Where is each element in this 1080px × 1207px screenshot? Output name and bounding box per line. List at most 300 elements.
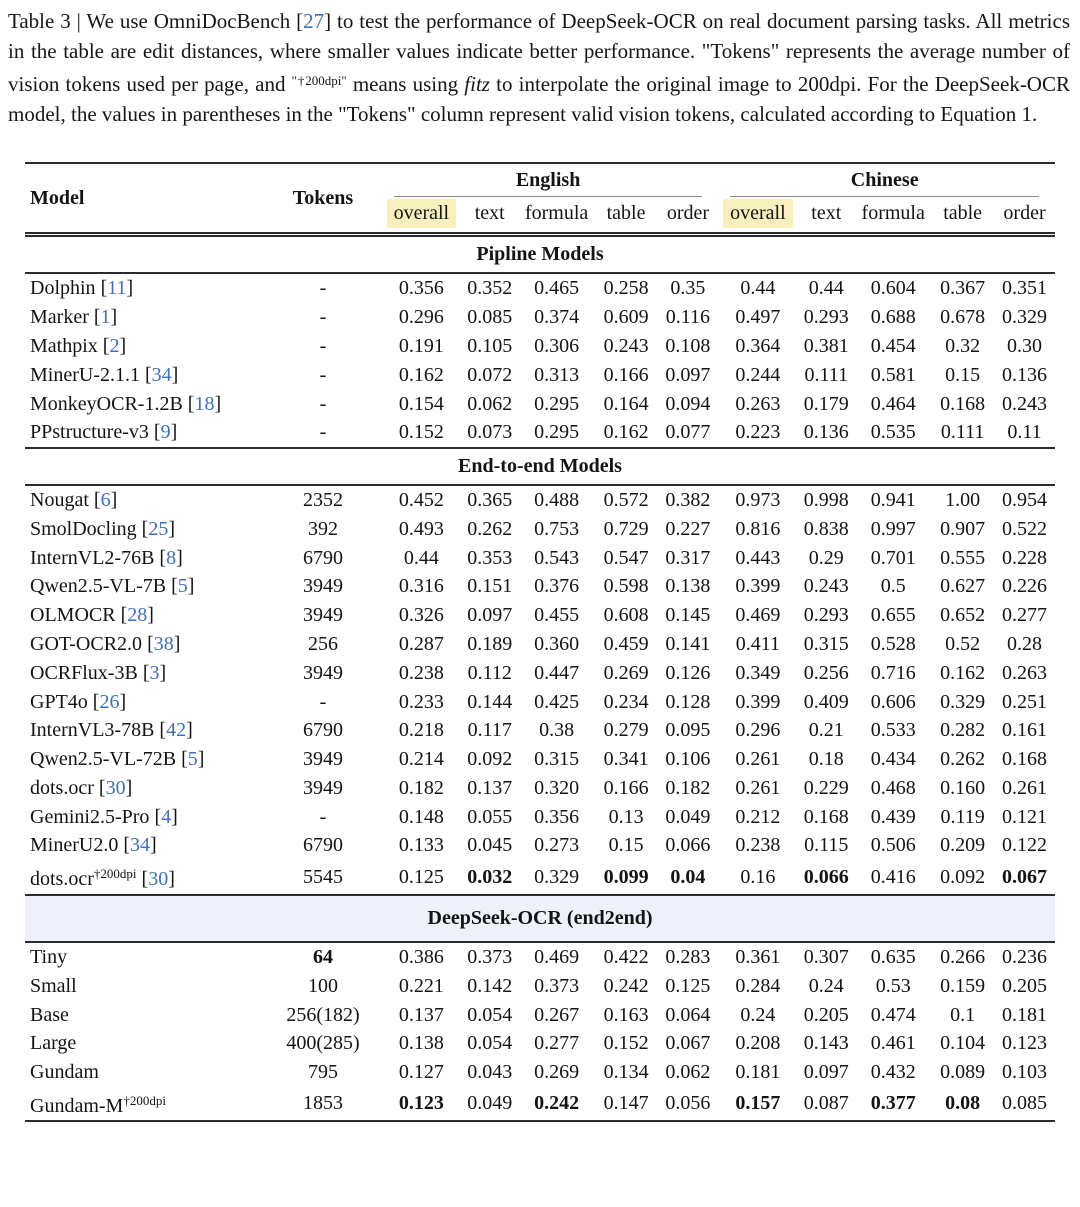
model-name: dots.ocr bbox=[30, 776, 94, 799]
cell-value: 0.125 bbox=[665, 974, 711, 997]
model-name: Qwen2.5-VL-72B bbox=[30, 748, 177, 771]
citation-link[interactable]: 5 bbox=[177, 575, 188, 598]
results-table-container bbox=[25, 162, 1055, 1122]
cell-value: 0.115 bbox=[804, 834, 849, 857]
cell-value: 0.455 bbox=[534, 604, 580, 627]
cell-value: 0.142 bbox=[467, 974, 513, 997]
cell-value: 0.528 bbox=[870, 632, 916, 655]
column-header-formula: formula bbox=[855, 197, 931, 235]
column-header-text: text bbox=[461, 197, 519, 235]
citation-link[interactable]: 26 bbox=[99, 690, 120, 713]
cell-value: 0.073 bbox=[467, 421, 513, 444]
cell-tokens: 795 bbox=[308, 1061, 338, 1084]
cell-value: 0.062 bbox=[467, 392, 513, 415]
results-table bbox=[25, 162, 1055, 1122]
cell-value: 0.282 bbox=[940, 719, 986, 742]
cell-value: 0.465 bbox=[534, 277, 580, 300]
cell-model bbox=[25, 1058, 264, 1087]
cell-value: 0.461 bbox=[870, 1032, 916, 1055]
cell-value: 0.04 bbox=[670, 865, 706, 888]
cell-value: 0.329 bbox=[534, 865, 580, 888]
cell-value: 0.296 bbox=[398, 306, 444, 329]
group-label: Chinese bbox=[730, 169, 1039, 197]
caption-text: to interpolate the original image to 200dpi. For the DeepSeek-OCR model, the values in parentheses in the "Tokens" column represent valid vision tokens, calculated according to Equation 1. bbox=[8, 72, 1070, 126]
cell-value: 0.134 bbox=[603, 1061, 649, 1084]
table-header bbox=[25, 163, 1055, 235]
cell-value: 0.474 bbox=[870, 1003, 916, 1026]
cell-tokens: - bbox=[319, 421, 327, 444]
cell-value: 0.533 bbox=[870, 719, 916, 742]
cell-value: 0.147 bbox=[603, 1092, 649, 1115]
cell-value: 0.454 bbox=[870, 334, 916, 357]
cell-value: 0.581 bbox=[870, 363, 916, 386]
cell-model: dots.ocr [30] bbox=[30, 776, 133, 799]
section-header-row bbox=[25, 895, 1055, 942]
cell-model: dots.ocr$^{\dagger 200dpi}$ [30] bbox=[30, 866, 175, 891]
cell-value: 0.373 bbox=[467, 946, 513, 969]
cell-tokens: 5545 bbox=[303, 865, 343, 888]
cell-value: 0.103 bbox=[1002, 1061, 1048, 1084]
citation-link[interactable]: 6 bbox=[100, 489, 111, 512]
model-name: GPT4o bbox=[30, 690, 88, 713]
cell-value: 0.356 bbox=[534, 805, 580, 828]
cell-value: 0.295 bbox=[534, 421, 580, 444]
cell-value: 0.064 bbox=[665, 1003, 711, 1026]
cell-value: 0.122 bbox=[1002, 834, 1048, 857]
cell-value: 0.356 bbox=[398, 277, 444, 300]
cell-value: 0.374 bbox=[534, 306, 580, 329]
cell-value: 0.108 bbox=[665, 334, 711, 357]
model-name: Mathpix bbox=[30, 334, 98, 357]
cell-value: 0.218 bbox=[398, 719, 444, 742]
cell-value: 0.043 bbox=[467, 1061, 513, 1084]
cell-value: 0.44 bbox=[808, 277, 844, 300]
cell-value: 0.411 bbox=[735, 632, 781, 655]
cell-model: MinerU2.0 [34] bbox=[30, 834, 157, 857]
cell-model bbox=[25, 971, 264, 1000]
cell-value: 0.269 bbox=[534, 1061, 580, 1084]
table-row bbox=[25, 831, 1055, 860]
cell-value: 0.116 bbox=[665, 306, 711, 329]
cell-value: 0.157 bbox=[735, 1092, 781, 1115]
section-title: Pipline Models bbox=[25, 235, 1055, 274]
cell-value: 0.191 bbox=[398, 334, 444, 357]
cell-value: 0.049 bbox=[467, 1092, 513, 1115]
cell-value: 0.422 bbox=[603, 946, 649, 969]
cell-value: 0.262 bbox=[940, 748, 986, 771]
cell-value: 0.243 bbox=[603, 334, 649, 357]
cell-value: 0.182 bbox=[665, 776, 711, 799]
model-name: Small bbox=[30, 974, 77, 997]
cell-value: 0.106 bbox=[665, 748, 711, 771]
model-name: Base bbox=[30, 1003, 69, 1026]
cell-tokens: 3949 bbox=[303, 575, 343, 598]
table-row bbox=[25, 658, 1055, 687]
group-label: English bbox=[394, 169, 703, 197]
cell-value: 0.315 bbox=[534, 748, 580, 771]
cell-value: 0.104 bbox=[940, 1032, 986, 1055]
citation-link[interactable]: 27 bbox=[303, 9, 325, 33]
cell-value: 0.152 bbox=[603, 1032, 649, 1055]
model-name: Large bbox=[30, 1032, 77, 1055]
cell-value: 0.608 bbox=[603, 604, 649, 627]
cell-value: 0.341 bbox=[603, 748, 649, 771]
cell-value: 0.055 bbox=[467, 805, 513, 828]
citation-link[interactable]: 1 bbox=[100, 306, 111, 329]
cell-model: Nougat [6] bbox=[30, 489, 118, 512]
cell-value: 0.214 bbox=[398, 748, 444, 771]
citation-link[interactable]: 2 bbox=[109, 334, 120, 357]
cell-value: 0.816 bbox=[735, 517, 781, 540]
cell-value: 0.226 bbox=[1002, 575, 1048, 598]
cell-value: 0.15 bbox=[945, 363, 981, 386]
cell-value: 0.320 bbox=[534, 776, 580, 799]
cell-tokens: 256(182) bbox=[286, 1003, 360, 1026]
section-title: End-to-end Models bbox=[25, 448, 1055, 485]
cell-value: 0.105 bbox=[467, 334, 513, 357]
cell-value: 0.263 bbox=[735, 392, 781, 415]
citation-link[interactable]: 18 bbox=[194, 392, 215, 415]
citation-link[interactable]: 42 bbox=[166, 719, 187, 742]
cell-value: 0.097 bbox=[803, 1061, 849, 1084]
cell-value: 0.838 bbox=[803, 517, 849, 540]
cell-value: 0.635 bbox=[870, 946, 916, 969]
citation-link[interactable]: 5 bbox=[187, 748, 198, 771]
cell-value: 0.547 bbox=[603, 546, 649, 569]
cell-value: 0.182 bbox=[398, 776, 444, 799]
table-row bbox=[25, 774, 1055, 803]
cell-model: InternVL3-78B [42] bbox=[30, 719, 193, 742]
cell-tokens: 3949 bbox=[303, 776, 343, 799]
cell-value: 0.095 bbox=[665, 719, 711, 742]
column-header-tokens: Tokens bbox=[264, 163, 382, 235]
table-caption bbox=[8, 7, 1070, 129]
cell-value: 0.179 bbox=[803, 392, 849, 415]
cell-value: 0.269 bbox=[603, 661, 649, 684]
cell-tokens: - bbox=[319, 334, 327, 357]
cell-value: 0.159 bbox=[940, 974, 986, 997]
cell-tokens: 2352 bbox=[303, 489, 343, 512]
cell-value: 0.716 bbox=[870, 661, 916, 684]
cell-value: 0.277 bbox=[1002, 604, 1048, 627]
cell-value: 0.263 bbox=[1002, 661, 1048, 684]
model-name: InternVL3-78B bbox=[30, 719, 155, 742]
cell-value: 0.054 bbox=[467, 1003, 513, 1026]
cell-value: 0.329 bbox=[940, 690, 986, 713]
cell-value: 0.261 bbox=[735, 748, 781, 771]
cell-value: 0.164 bbox=[603, 392, 649, 415]
cell-value: 0.162 bbox=[940, 661, 986, 684]
cell-value: 0.208 bbox=[735, 1032, 781, 1055]
cell-value: 0.266 bbox=[940, 946, 986, 969]
cell-value: 0.137 bbox=[398, 1003, 444, 1026]
cell-value: 0.168 bbox=[803, 805, 849, 828]
cell-model: Gemini2.5-Pro [4] bbox=[30, 805, 178, 828]
table-row bbox=[25, 942, 1055, 972]
cell-value: 0.243 bbox=[803, 575, 849, 598]
cell-value: 0.08 bbox=[945, 1092, 981, 1115]
cell-model: OLMOCR [28] bbox=[30, 604, 154, 627]
table-row bbox=[25, 273, 1055, 303]
cell-value: 0.44 bbox=[403, 546, 439, 569]
citation-link[interactable]: 8 bbox=[166, 546, 177, 569]
cell-value: 0.283 bbox=[665, 946, 711, 969]
cell-value: 0.125 bbox=[398, 865, 444, 888]
cell-value: 0.111 bbox=[940, 421, 985, 444]
model-name: MonkeyOCR-1.2B bbox=[30, 392, 183, 415]
cell-tokens: 400(285) bbox=[286, 1032, 360, 1055]
cell-value: 0.352 bbox=[467, 277, 513, 300]
column-header-order: order bbox=[994, 197, 1055, 235]
cell-value: 1.00 bbox=[945, 489, 981, 512]
cell-value: 0.535 bbox=[870, 421, 916, 444]
table-row bbox=[25, 543, 1055, 572]
table-row bbox=[25, 303, 1055, 332]
model-name: OCRFlux-3B bbox=[30, 661, 138, 684]
cell-value: 0.045 bbox=[467, 834, 513, 857]
model-name: Marker bbox=[30, 306, 89, 329]
cell-value: 0.30 bbox=[1007, 334, 1043, 357]
cell-value: 0.267 bbox=[534, 1003, 580, 1026]
cell-value: 0.38 bbox=[539, 719, 575, 742]
cell-value: 0.056 bbox=[665, 1092, 711, 1115]
cell-value: 0.273 bbox=[534, 834, 580, 857]
cell-value: 0.18 bbox=[808, 748, 844, 771]
cell-value: 0.085 bbox=[1002, 1092, 1048, 1115]
cell-value: 0.097 bbox=[665, 363, 711, 386]
cell-model: GPT4o [26] bbox=[30, 690, 127, 713]
section-header-row bbox=[25, 235, 1055, 274]
cell-value: 0.085 bbox=[467, 306, 513, 329]
cell-value: 0.233 bbox=[398, 690, 444, 713]
cell-value: 0.049 bbox=[665, 805, 711, 828]
cell-value: 0.234 bbox=[603, 690, 649, 713]
cell-value: 0.126 bbox=[665, 661, 711, 684]
cell-value: 0.136 bbox=[803, 421, 849, 444]
cell-value: 0.606 bbox=[870, 690, 916, 713]
table-row bbox=[25, 1058, 1055, 1087]
cell-value: 0.447 bbox=[534, 661, 580, 684]
cell-model: SmolDocling [25] bbox=[30, 517, 176, 540]
cell-value: 0.425 bbox=[534, 690, 580, 713]
model-name: Tiny bbox=[30, 946, 68, 969]
cell-model: PPstructure-v3 [9] bbox=[30, 421, 178, 444]
citation-link[interactable]: 30 bbox=[148, 868, 169, 891]
cell-value: 0.242 bbox=[534, 1092, 580, 1115]
cell-value: 0.168 bbox=[940, 392, 986, 415]
model-name: Gundam bbox=[30, 1061, 99, 1084]
cell-value: 0.296 bbox=[735, 719, 781, 742]
cell-value: 0.11 bbox=[1007, 421, 1042, 444]
cell-value: 0.598 bbox=[603, 575, 649, 598]
cell-value: 0.162 bbox=[398, 363, 444, 386]
cell-value: 0.729 bbox=[603, 517, 649, 540]
model-name: OLMOCR bbox=[30, 604, 116, 627]
cell-value: 0.555 bbox=[940, 546, 986, 569]
cell-value: 0.258 bbox=[603, 277, 649, 300]
cell-value: 0.16 bbox=[740, 865, 776, 888]
cell-value: 0.127 bbox=[398, 1061, 444, 1084]
cell-value: 0.117 bbox=[467, 719, 512, 742]
cell-value: 0.145 bbox=[665, 604, 711, 627]
cell-value: 0.181 bbox=[735, 1061, 781, 1084]
table-row bbox=[25, 745, 1055, 774]
cell-tokens: 6790 bbox=[303, 546, 343, 569]
citation-link[interactable]: 9 bbox=[160, 421, 171, 444]
citation-link[interactable]: 34 bbox=[130, 834, 150, 857]
cell-value: 0.160 bbox=[940, 776, 986, 799]
cell-tokens: 3949 bbox=[303, 661, 343, 684]
cell-value: 0.572 bbox=[603, 489, 649, 512]
cell-value: 0.15 bbox=[608, 834, 644, 857]
cell-value: 0.24 bbox=[808, 974, 844, 997]
cell-tokens: - bbox=[319, 277, 327, 300]
cell-value: 0.973 bbox=[735, 489, 781, 512]
cell-value: 0.209 bbox=[940, 834, 986, 857]
cell-value: 0.360 bbox=[534, 632, 580, 655]
cell-value: 0.229 bbox=[803, 776, 849, 799]
cell-value: 0.468 bbox=[870, 776, 916, 799]
cell-value: 0.373 bbox=[534, 974, 580, 997]
cell-value: 0.287 bbox=[398, 632, 444, 655]
cell-value: 0.24 bbox=[740, 1003, 776, 1026]
cell-value: 0.1 bbox=[950, 1003, 976, 1026]
overall-highlight: overall bbox=[723, 199, 793, 228]
cell-model: Marker [1] bbox=[30, 306, 118, 329]
citation-link[interactable]: 30 bbox=[105, 776, 126, 799]
column-header-overall bbox=[718, 197, 797, 235]
cell-model: GOT-OCR2.0 [38] bbox=[30, 632, 181, 655]
cell-value: 0.543 bbox=[534, 546, 580, 569]
cell-value: 0.35 bbox=[670, 277, 706, 300]
cell-value: 0.655 bbox=[870, 604, 916, 627]
cell-value: 0.469 bbox=[534, 946, 580, 969]
cell-value: 0.376 bbox=[534, 575, 580, 598]
cell-value: 0.753 bbox=[534, 517, 580, 540]
cell-value: 0.138 bbox=[398, 1032, 444, 1055]
citation-link[interactable]: 28 bbox=[127, 604, 148, 627]
cell-value: 0.137 bbox=[467, 776, 513, 799]
cell-model bbox=[25, 942, 264, 972]
cell-value: 0.148 bbox=[398, 805, 444, 828]
cell-value: 0.251 bbox=[1002, 690, 1048, 713]
cell-value: 0.522 bbox=[1002, 517, 1048, 540]
cell-value: 0.138 bbox=[665, 575, 711, 598]
cell-value: 0.054 bbox=[467, 1032, 513, 1055]
cell-value: 0.381 bbox=[803, 334, 849, 357]
cell-value: 0.072 bbox=[467, 363, 513, 386]
table-row bbox=[25, 1029, 1055, 1058]
column-header-table: table bbox=[595, 197, 658, 235]
cell-tokens: - bbox=[319, 690, 327, 713]
cell-value: 0.506 bbox=[870, 834, 916, 857]
model-name: Dolphin bbox=[30, 277, 96, 300]
model-name: MinerU-2.1.1 bbox=[30, 363, 140, 386]
cell-value: 0.238 bbox=[398, 661, 444, 684]
cell-value: 0.28 bbox=[1007, 632, 1043, 655]
table-row bbox=[25, 1000, 1055, 1029]
table-body bbox=[25, 235, 1055, 1122]
cell-tokens: - bbox=[319, 306, 327, 329]
cell-value: 0.066 bbox=[803, 865, 849, 888]
cell-value: 0.152 bbox=[398, 421, 444, 444]
cell-model: OCRFlux-3B [3] bbox=[30, 661, 167, 684]
cell-value: 0.205 bbox=[1002, 974, 1048, 997]
cell-value: 0.242 bbox=[603, 974, 649, 997]
cell-model: Dolphin [11] bbox=[30, 277, 134, 300]
cell-value: 0.205 bbox=[803, 1003, 849, 1026]
cell-value: 0.277 bbox=[534, 1032, 580, 1055]
cell-value: 0.313 bbox=[534, 363, 580, 386]
citation-link[interactable]: 4 bbox=[161, 805, 172, 828]
cell-value: 0.329 bbox=[1002, 306, 1048, 329]
cell-value: 0.941 bbox=[870, 489, 916, 512]
cell-value: 0.128 bbox=[665, 690, 711, 713]
table-row bbox=[25, 687, 1055, 716]
cell-value: 0.306 bbox=[534, 334, 580, 357]
cell-value: 0.364 bbox=[735, 334, 781, 357]
cell-tokens: - bbox=[319, 805, 327, 828]
cell-value: 0.293 bbox=[803, 306, 849, 329]
citation-link[interactable]: 34 bbox=[151, 363, 172, 386]
table-row bbox=[25, 332, 1055, 361]
cell-value: 0.189 bbox=[467, 632, 513, 655]
citation-link[interactable]: 38 bbox=[153, 632, 174, 655]
citation-link[interactable]: 3 bbox=[149, 661, 160, 684]
cell-tokens: 64 bbox=[313, 946, 333, 969]
cell-value: 0.092 bbox=[940, 865, 986, 888]
cell-value: 0.238 bbox=[735, 834, 781, 857]
cell-tokens: 6790 bbox=[303, 834, 343, 857]
cell-value: 0.409 bbox=[803, 690, 849, 713]
cell-value: 0.997 bbox=[870, 517, 916, 540]
column-header-table: table bbox=[931, 197, 994, 235]
cell-value: 0.166 bbox=[603, 363, 649, 386]
cell-value: 0.151 bbox=[467, 575, 513, 598]
cell-value: 0.497 bbox=[735, 306, 781, 329]
cell-value: 0.136 bbox=[1002, 363, 1048, 386]
cell-value: 0.154 bbox=[398, 392, 444, 415]
section-header-row bbox=[25, 448, 1055, 485]
cell-value: 0.227 bbox=[665, 517, 711, 540]
table-row bbox=[25, 514, 1055, 543]
model-name: GOT-OCR2.0 bbox=[30, 632, 143, 655]
cell-value: 0.44 bbox=[740, 277, 776, 300]
table-row bbox=[25, 389, 1055, 418]
cell-value: 0.416 bbox=[870, 865, 916, 888]
cell-value: 0.21 bbox=[808, 719, 844, 742]
cell-model bbox=[25, 1029, 264, 1058]
model-superscript: †200dpi bbox=[93, 866, 137, 882]
group-header-row bbox=[25, 163, 1055, 197]
caption-text: "†200dpi" bbox=[291, 73, 347, 88]
table-row bbox=[25, 418, 1055, 448]
model-name: InternVL2-76B bbox=[30, 546, 155, 569]
cell-value: 0.284 bbox=[735, 974, 781, 997]
cell-value: 0.361 bbox=[735, 946, 781, 969]
citation-link[interactable]: 11 bbox=[107, 277, 127, 300]
table-row bbox=[25, 971, 1055, 1000]
cell-value: 0.112 bbox=[467, 661, 512, 684]
citation-link[interactable]: 25 bbox=[148, 517, 169, 540]
cell-value: 0.279 bbox=[603, 719, 649, 742]
table-row bbox=[25, 630, 1055, 659]
cell-value: 0.316 bbox=[398, 575, 444, 598]
cell-value: 0.493 bbox=[398, 517, 444, 540]
cell-value: 0.29 bbox=[808, 546, 844, 569]
cell-value: 0.111 bbox=[804, 363, 849, 386]
cell-model: MonkeyOCR-1.2B [18] bbox=[30, 392, 222, 415]
